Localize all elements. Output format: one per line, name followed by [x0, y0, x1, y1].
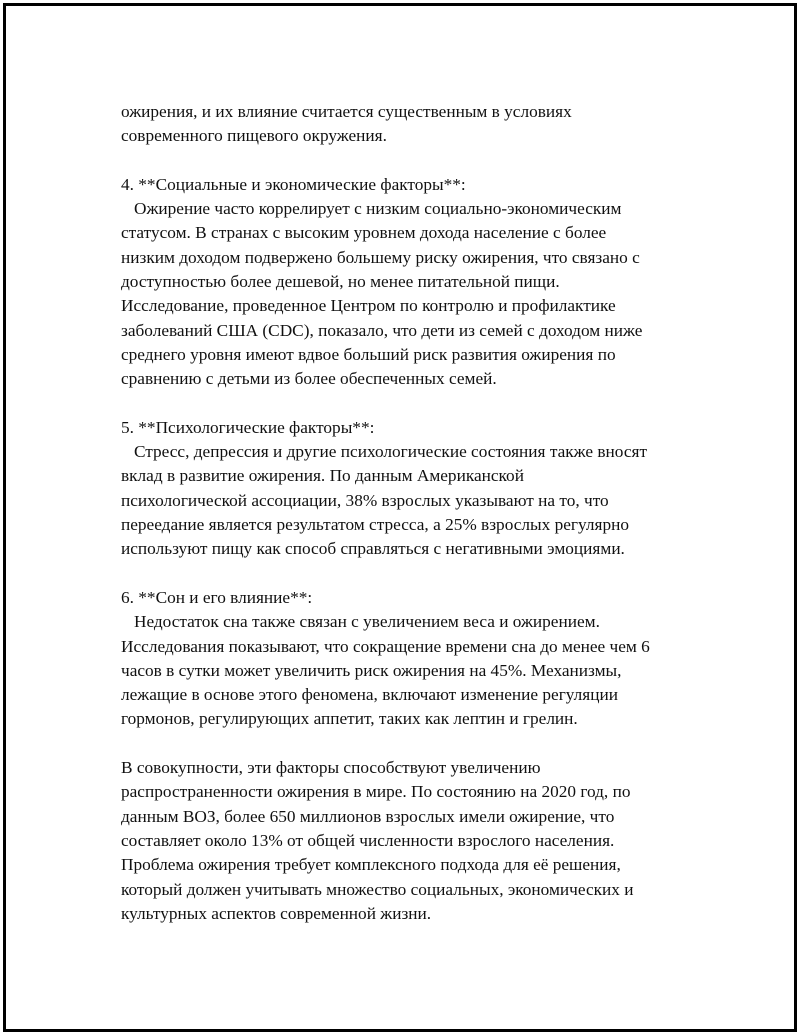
text-line: данным ВОЗ, более 650 миллионов взрослых имели ожирение, что	[121, 806, 615, 826]
text-line: часов в сутки может увеличить риск ожирения на 45%. Механизмы,	[121, 660, 622, 680]
document-body	[121, 100, 721, 926]
paragraph-gap	[121, 392, 721, 416]
text-line: психологической ассоциации, 38% взрослых указывают на то, что	[121, 490, 609, 510]
section-heading: 6. **Сон и его влияние**:	[121, 587, 313, 607]
text-line: культурных аспектов современной жизни.	[121, 903, 432, 923]
text-line: Недостаток сна также связан с увеличением веса и ожирением.	[121, 612, 600, 632]
text-line: современного пищевого окружения.	[121, 126, 387, 146]
text-line: Стресс, депрессия и другие психологические состояния также вносят	[121, 442, 647, 462]
text-line: Исследование, проведенное Центром по контролю и профилактике	[121, 296, 616, 316]
section-heading: 4. **Социальные и экономические факторы**:	[121, 174, 466, 194]
conclusion-paragraph	[121, 756, 721, 926]
page-frame	[3, 3, 797, 1032]
text-line: Исследования показывают, что сокращение времени сна до менее чем 6	[121, 636, 650, 656]
section-heading: 5. **Психологические факторы**:	[121, 417, 375, 437]
text-line: составляет около 13% от общей численности взрослого населения.	[121, 830, 615, 850]
text-line: статусом. В странах с высоким уровнем дохода население с более	[121, 223, 607, 243]
text-line: гормонов, регулирующих аппетит, таких как лептин и грелин.	[121, 709, 578, 729]
section-sleep	[121, 586, 721, 732]
intro-paragraph	[121, 100, 721, 149]
text-line: вклад в развитие ожирения. По данным Американской	[121, 466, 524, 486]
text-line: который должен учитывать множество социальных, экономических и	[121, 879, 634, 899]
text-line: переедание является результатом стресса, а 25% взрослых регулярно	[121, 515, 630, 535]
section-psychological	[121, 416, 721, 562]
text-line: распространенности ожирения в мире. По состоянию на 2020 год, по	[121, 782, 631, 802]
text-line: ожирения, и их влияние считается существенным в условиях	[121, 102, 572, 121]
text-line: низким доходом подвержено большему риску ожирения, что связано с	[121, 247, 640, 267]
text-line: лежащие в основе этого феномена, включают изменение регуляции	[121, 685, 618, 705]
text-line: Проблема ожирения требует комплексного подхода для её решения,	[121, 855, 621, 875]
paragraph-gap	[121, 562, 721, 586]
paragraph-gap	[121, 732, 721, 756]
text-line: используют пищу как способ справляться с негативными эмоциями.	[121, 539, 625, 559]
text-line: В совокупности, эти факторы способствуют увеличению	[121, 758, 541, 778]
text-line: среднего уровня имеют вдвое больший риск развития ожирения по	[121, 344, 616, 364]
text-line: Ожирение часто коррелирует с низким социально-экономическим	[121, 199, 622, 219]
text-line: сравнению с детьми из более обеспеченных семей.	[121, 369, 497, 389]
paragraph-gap	[121, 149, 721, 173]
text-line: заболеваний США (CDC), показало, что дети из семей с доходом ниже	[121, 320, 643, 340]
text-line: доступностью более дешевой, но менее питательной пищи.	[121, 272, 560, 292]
section-social-economic	[121, 173, 721, 392]
